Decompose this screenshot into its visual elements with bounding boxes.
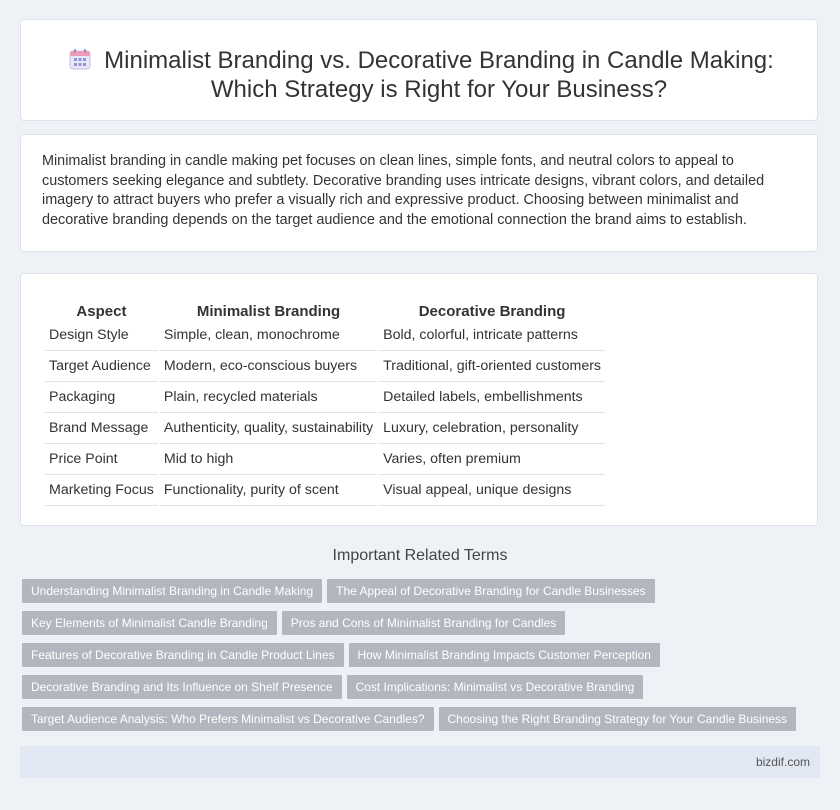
column-header-aspect: Aspect: [76, 303, 127, 320]
table-cell: Plain, recycled materials: [160, 382, 377, 413]
table-cell: Price Point: [45, 444, 158, 475]
table-cell: Bold, colorful, intricate patterns: [379, 320, 605, 351]
column-header-minimalist: Minimalist Branding: [196, 303, 341, 320]
tag-row: [22, 579, 812, 603]
tag-row: [22, 707, 812, 731]
related-term-link[interactable]: Cost Implications: Minimalist vs Decorative Branding: [347, 675, 644, 699]
table-cell: Packaging: [45, 382, 158, 413]
table-cell: Mid to high: [160, 444, 377, 475]
table-row: [45, 413, 605, 444]
site-name[interactable]: bizdif.com: [755, 755, 810, 769]
related-term-link[interactable]: How Minimalist Branding Impacts Customer Perception: [349, 643, 660, 667]
table-cell: Authenticity, quality, sustainability: [160, 413, 377, 444]
table-cell: Luxury, celebration, personality: [379, 413, 605, 444]
page-title: Minimalist Branding vs. Decorative Branding in Candle Making: Which Strategy is Right for Your Business?: [104, 47, 774, 103]
related-term-link[interactable]: Choosing the Right Branding Strategy for Your Candle Business: [439, 707, 797, 731]
table-row: [45, 382, 605, 413]
table-cell: Detailed labels, embellishments: [379, 382, 605, 413]
related-term-link[interactable]: Key Elements of Minimalist Candle Branding: [22, 611, 277, 635]
related-term-link[interactable]: Pros and Cons of Minimalist Branding for Candles: [282, 611, 565, 635]
footer: [20, 746, 820, 778]
intro-card: [20, 134, 818, 252]
table-cell: Visual appeal, unique designs: [379, 475, 605, 506]
table-cell: Design Style: [45, 320, 158, 351]
table-row: [45, 320, 605, 351]
tag-row: [22, 611, 812, 635]
table-row: [45, 351, 605, 382]
comparison-table: [43, 296, 607, 506]
table-row: [45, 475, 605, 506]
header-card: [20, 19, 818, 121]
comparison-card: [20, 273, 818, 526]
tag-row: [22, 643, 812, 667]
table-cell: Brand Message: [45, 413, 158, 444]
table-cell: Target Audience: [45, 351, 158, 382]
intro-paragraph: Minimalist branding in candle making pet focuses on clean lines, simple fonts, and neutral colors to appeal to customers seeking elegance and subtlety. Decorative branding uses intricate designs, vibrant colors, and detailed imagery to attract buyers who prefer a visually rich and expressive product. Choosing between minimalist and decorative branding depends on the target audience and the emotional connection the brand aims to establish.: [42, 153, 765, 228]
column-header-decorative: Decorative Branding: [418, 303, 566, 320]
table-cell: Marketing Focus: [45, 475, 158, 506]
table-cell: Traditional, gift-oriented customers: [379, 351, 605, 382]
related-terms-list: [22, 579, 812, 739]
table-cell: Functionality, purity of scent: [160, 475, 377, 506]
related-term-link[interactable]: Decorative Branding and Its Influence on Shelf Presence: [22, 675, 342, 699]
related-term-link[interactable]: Features of Decorative Branding in Candle Product Lines: [22, 643, 344, 667]
table-row: [45, 444, 605, 475]
related-term-link[interactable]: Understanding Minimalist Branding in Candle Making: [22, 579, 322, 603]
table-cell: Modern, eco-conscious buyers: [160, 351, 377, 382]
related-term-link[interactable]: Target Audience Analysis: Who Prefers Minimalist vs Decorative Candles?: [22, 707, 434, 731]
tag-row: [22, 675, 812, 699]
related-terms-title: Important Related Terms: [332, 547, 508, 564]
table-cell: Varies, often premium: [379, 444, 605, 475]
related-term-link[interactable]: The Appeal of Decorative Branding for Candle Businesses: [327, 579, 655, 603]
table-header-row: [45, 296, 605, 320]
table-cell: Simple, clean, monochrome: [160, 320, 377, 351]
